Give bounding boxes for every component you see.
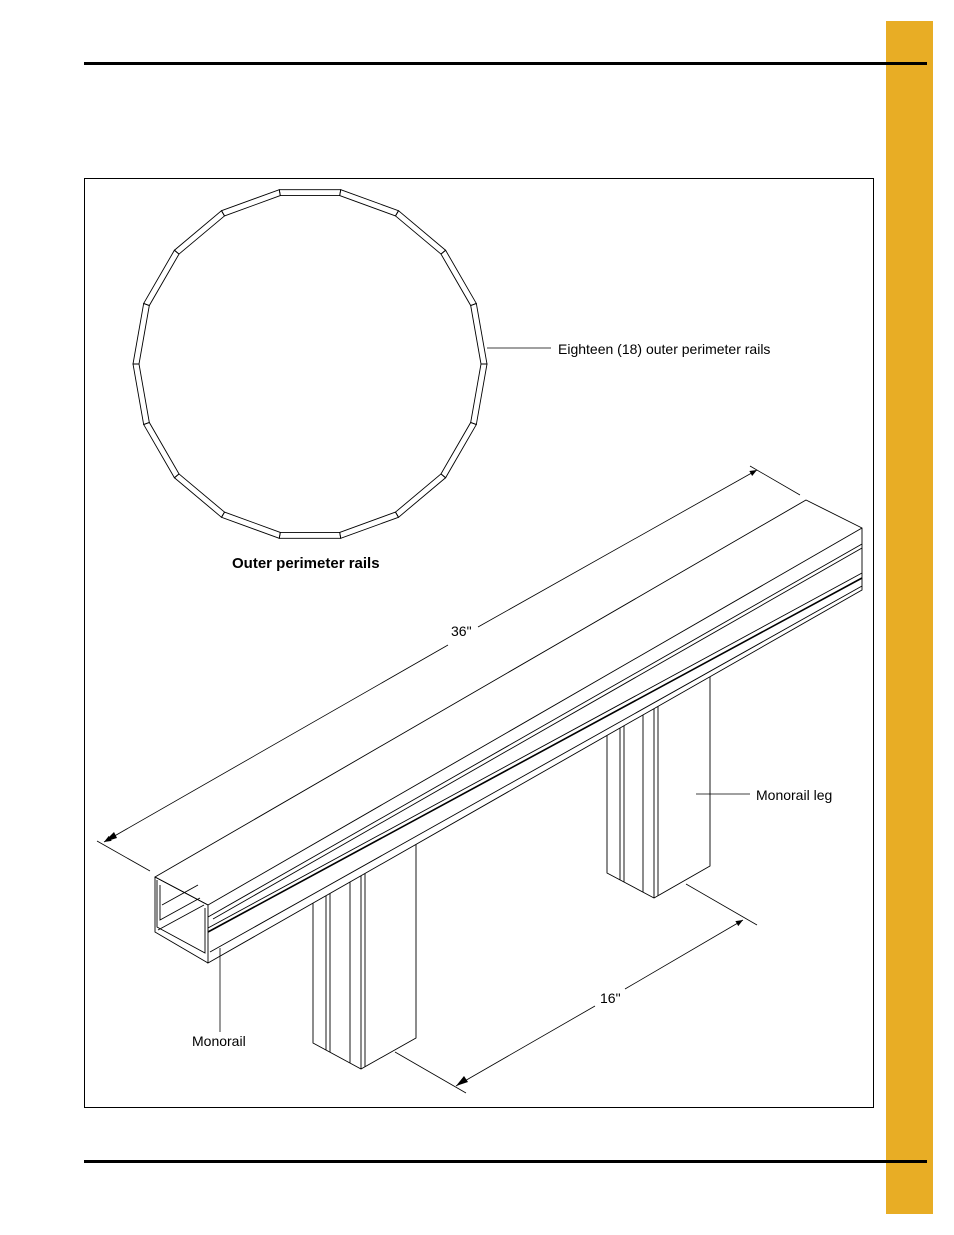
perimeter-rail	[340, 190, 399, 216]
leg-callout-label: Monorail leg	[756, 787, 833, 803]
ring-callout-label: Eighteen (18) outer perimeter rails	[558, 341, 771, 357]
rail-length-label: 36"	[451, 623, 472, 639]
ring-caption: Outer perimeter rails	[232, 555, 380, 572]
perimeter-rail	[144, 422, 179, 477]
perimeter-rail	[222, 512, 281, 538]
perimeter-rail	[222, 190, 281, 216]
perimeter-rail	[133, 303, 149, 364]
perimeter-rail	[441, 250, 476, 305]
perimeter-rail	[174, 474, 224, 517]
perimeter-rail	[471, 303, 487, 364]
perimeter-rail	[340, 512, 399, 538]
perimeter-rail	[396, 211, 446, 254]
perimeter-rail	[133, 364, 149, 425]
leg-spacing-dimension	[395, 884, 757, 1093]
perimeter-rail	[279, 532, 340, 538]
perimeter-rail	[174, 211, 224, 254]
outer-perimeter-ring	[133, 190, 487, 539]
leg-spacing-label: 16"	[600, 990, 621, 1006]
perimeter-rail	[279, 190, 340, 196]
perimeter-rail	[441, 422, 476, 477]
footer-rule	[84, 1160, 927, 1163]
monorail-callout-label: Monorail	[192, 1033, 246, 1049]
perimeter-rail	[144, 250, 179, 305]
perimeter-rail	[471, 364, 487, 425]
perimeter-rail	[396, 474, 446, 517]
